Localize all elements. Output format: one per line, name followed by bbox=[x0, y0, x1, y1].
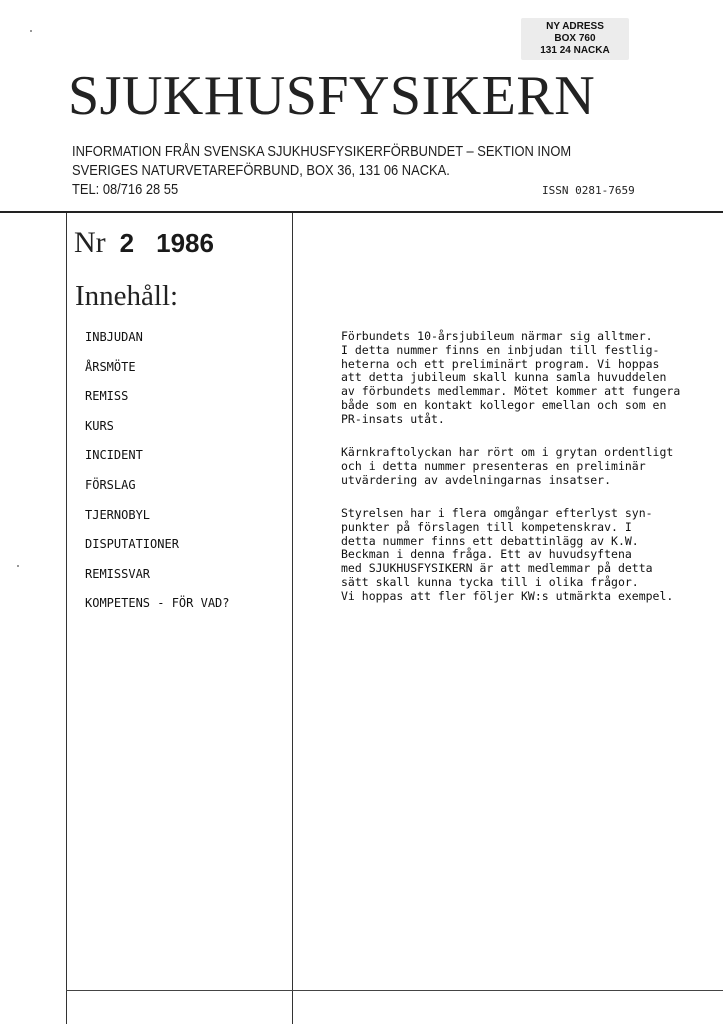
contents-item: REMISSVAR bbox=[85, 566, 151, 581]
contents-item: KOMPETENS - FÖR VAD? bbox=[85, 596, 230, 611]
contents-item: INCIDENT bbox=[85, 448, 143, 463]
new-address-stamp bbox=[521, 18, 629, 60]
contents-item: FÖRSLAG bbox=[85, 477, 136, 492]
publisher-info-line-2: SVERIGES NATURVETAREFÖRBUND, BOX 36, 131 06 NACKA. bbox=[72, 162, 450, 179]
contents-item: TJERNOBYL bbox=[85, 507, 151, 522]
contents-item: DISPUTATIONER bbox=[85, 537, 179, 552]
column-divider bbox=[292, 213, 293, 1024]
issue-number-value: 2 bbox=[119, 228, 135, 258]
issue-year: 1986 bbox=[156, 228, 214, 258]
left-column-rule bbox=[66, 213, 67, 1024]
contents-item: ÅRSMÖTE bbox=[85, 359, 136, 374]
contents-item: REMISS bbox=[85, 389, 129, 404]
header-divider bbox=[0, 211, 723, 213]
scan-speck bbox=[30, 30, 32, 32]
editorial-paragraph-2: Kärnkraftolyckan har rört om i grytan ordentligt och i detta nummer presenteras en preliminär utvärdering av avdelningarnas insatser. bbox=[341, 445, 674, 487]
stamp-line-2: BOX 760 bbox=[554, 33, 596, 44]
publisher-phone: TEL: 08/716 28 55 bbox=[72, 181, 179, 198]
footer-divider bbox=[66, 990, 723, 991]
editorial-paragraph-3: Styrelsen har i flera omgångar efterlyst syn- punkter på förslagen till kompetenskrav. I detta nummer finns ett debattinlägg av K.W. Beckman i denna fråga. Ett av huvudsyftena med SJUKHUSFYSIKERN är att medlemmar på detta sätt skall kunna tycka till i olika frågor. Vi hoppas att fler följer KW:s utmärkta exempel. bbox=[341, 506, 674, 603]
stamp-line-3: 131 24 NACKA bbox=[540, 45, 610, 56]
contents-heading: Innehåll: bbox=[75, 280, 179, 312]
scan-speck bbox=[17, 565, 19, 567]
masthead-title: SJUKHUSFYSIKERN bbox=[68, 65, 596, 127]
contents-item: KURS bbox=[85, 418, 114, 433]
issn-number: ISSN 0281-7659 bbox=[542, 184, 635, 197]
publisher-info-line-1: INFORMATION FRÅN SVENSKA SJUKHUSFYSIKERFÖRBUNDET – SEKTION INOM bbox=[72, 143, 572, 160]
editorial-paragraph-1: Förbundets 10-årsjubileum närmar sig alltmer. I detta nummer finns en inbjudan till festlig- heterna och ett preliminärt program. Vi hoppas att detta jubileum skall kunna samla huvuddelen av förbundets medlemmar. Mötet kommer att fungera både som en kontakt kollegor emellan och som en PR-insats utåt. bbox=[341, 329, 681, 426]
contents-list bbox=[85, 327, 230, 623]
issue-number bbox=[74, 226, 214, 260]
contents-item: INBJUDAN bbox=[85, 330, 143, 344]
issue-nr-label: Nr bbox=[74, 226, 106, 259]
stamp-line-1: NY ADRESS bbox=[546, 21, 604, 32]
